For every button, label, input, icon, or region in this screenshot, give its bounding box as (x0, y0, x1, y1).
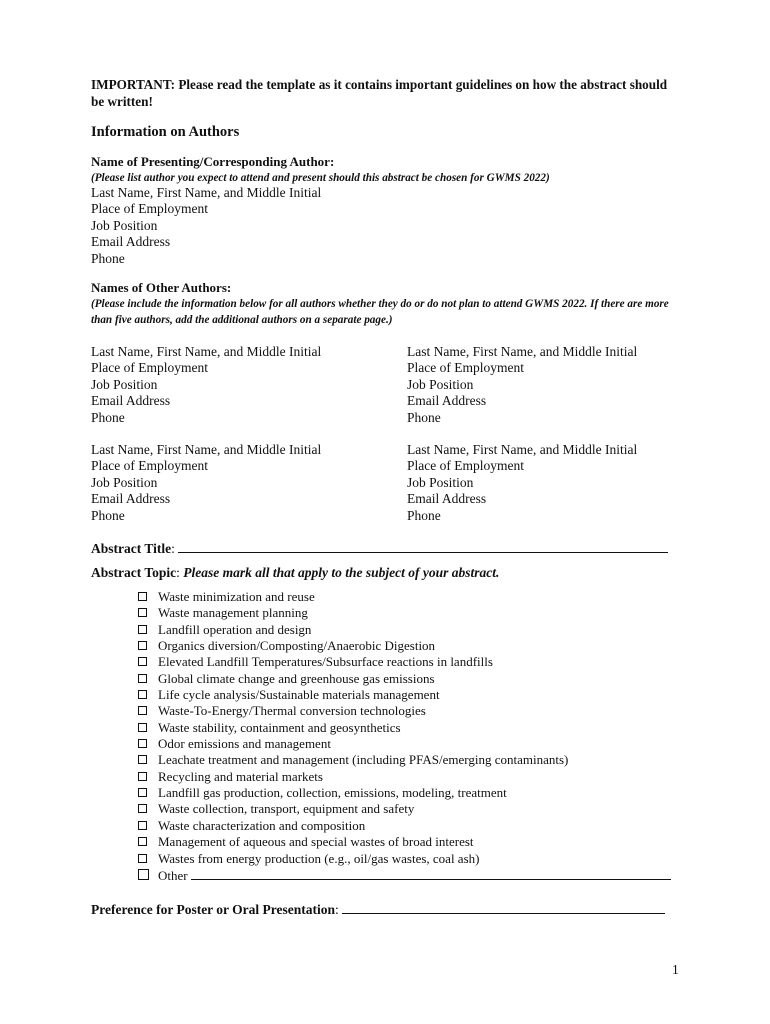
checkbox[interactable] (138, 641, 147, 650)
presenting-author-label: Name of Presenting/Corresponding Author: (91, 154, 335, 169)
presenting-field: Last Name, First Name, and Middle Initial (91, 185, 322, 200)
author-field: Job Position (407, 474, 474, 490)
topics-checklist (136, 589, 568, 867)
checkbox[interactable] (138, 739, 147, 748)
author-block-2 (407, 344, 637, 426)
abstract-title-row (91, 540, 668, 557)
topic-item[interactable] (136, 752, 568, 768)
author-field: Job Position (91, 474, 158, 490)
topic-item[interactable] (136, 736, 568, 752)
author-field: Phone (407, 409, 441, 425)
topic-label: Elevated Landfill Temperatures/Subsurface reactions in landfills (158, 654, 493, 670)
other-authors-note: (Please include the information below for all authors whether they do or do not plan to attend GWMS 2022. If there are more than five authors, add the additional authors on a separate page.) (91, 298, 669, 326)
author-field: Phone (407, 507, 441, 523)
author-field: Phone (91, 409, 125, 425)
author-field: Job Position (91, 376, 158, 392)
abstract-title-label: Abstract Title (91, 541, 172, 556)
checkbox[interactable] (138, 706, 147, 715)
author-field: Last Name, First Name, and Middle Initial (407, 442, 638, 457)
abstract-topic-colon: : (176, 565, 184, 580)
topic-item[interactable] (136, 818, 568, 834)
topic-label: Odor emissions and management (158, 736, 331, 752)
checkbox[interactable] (138, 837, 147, 846)
author-field: Place of Employment (407, 360, 524, 376)
author-field: Email Address (407, 393, 487, 409)
topic-other[interactable] (136, 868, 726, 884)
author-field: Email Address (91, 491, 171, 507)
author-block-1 (91, 344, 321, 426)
author-field: Last Name, First Name, and Middle Initial (91, 442, 322, 457)
author-field: Place of Employment (91, 360, 208, 376)
author-block-3 (91, 442, 321, 524)
abstract-topic-label: Abstract Topic (91, 565, 177, 580)
topic-label: Global climate change and greenhouse gas emissions (158, 670, 435, 686)
topic-label: Waste collection, transport, equipment and safety (158, 801, 415, 817)
topic-label: Life cycle analysis/Sustainable materials management (158, 687, 440, 703)
other-blank[interactable] (191, 869, 671, 880)
checkbox[interactable] (138, 690, 147, 699)
presenting-author-fields (91, 185, 321, 267)
topic-item[interactable] (136, 687, 568, 703)
important-notice: IMPORTANT: Please read the template as it contains important guidelines on how the abstract should be written! (91, 77, 668, 109)
topic-label: Landfill gas production, collection, emissions, modeling, treatment (158, 785, 507, 801)
topic-label: Waste minimization and reuse (158, 589, 315, 604)
checkbox[interactable] (138, 723, 147, 732)
author-field: Email Address (407, 491, 487, 507)
topic-item[interactable] (136, 720, 568, 736)
topic-item[interactable] (136, 638, 568, 654)
other-authors-label: Names of Other Authors: (91, 280, 232, 295)
topic-label: Wastes from energy production (e.g., oil/gas wastes, coal ash) (158, 850, 480, 866)
abstract-topic-row (91, 565, 499, 581)
topic-label: Waste stability, containment and geosynthetics (158, 719, 401, 735)
topic-item[interactable] (136, 605, 568, 621)
info-heading: Information on Authors (91, 124, 240, 140)
author-field: Phone (91, 507, 125, 523)
author-field: Last Name, First Name, and Middle Initial (91, 344, 322, 359)
preference-colon: : (335, 902, 343, 917)
topic-label: Organics diversion/Composting/Anaerobic Digestion (158, 638, 436, 654)
topic-label: Leachate treatment and management (including PFAS/emerging contaminants) (158, 752, 569, 768)
topic-item[interactable] (136, 589, 568, 605)
abstract-title-blank[interactable] (178, 540, 668, 553)
topic-label: Waste characterization and composition (158, 817, 366, 833)
topic-label: Waste management planning (158, 605, 308, 621)
author-field: Last Name, First Name, and Middle Initial (407, 344, 638, 359)
checkbox[interactable] (138, 788, 147, 797)
presenting-field: Phone (91, 250, 125, 266)
page-number: 1 (672, 962, 679, 977)
topic-item[interactable] (136, 703, 568, 719)
presenting-author-note: (Please list author you expect to attend and present should this abstract be chosen for GWMS 2022) (91, 172, 550, 184)
document-page (91, 76, 681, 917)
checkbox-other[interactable] (138, 869, 149, 880)
topic-label: Recycling and material markets (158, 768, 323, 784)
preference-row (91, 901, 665, 918)
checkbox[interactable] (138, 854, 147, 863)
checkbox[interactable] (138, 772, 147, 781)
topic-item[interactable] (136, 834, 568, 850)
author-field: Place of Employment (407, 458, 524, 474)
topic-label: Management of aqueous and special wastes of broad interest (158, 834, 474, 850)
presenting-field: Place of Employment (91, 201, 208, 217)
author-field: Place of Employment (91, 458, 208, 474)
presenting-field: Email Address (91, 234, 171, 250)
author-block-4 (407, 442, 637, 524)
checkbox[interactable] (138, 592, 147, 601)
presenting-field: Job Position (91, 217, 158, 233)
preference-blank[interactable] (342, 901, 665, 914)
checkbox[interactable] (138, 821, 147, 830)
author-field: Email Address (91, 393, 171, 409)
topic-item[interactable] (136, 769, 568, 785)
checkbox[interactable] (138, 804, 147, 813)
topic-label: Waste-To-Energy/Thermal conversion technologies (158, 703, 426, 719)
topic-item[interactable] (136, 785, 568, 801)
topic-item[interactable] (136, 851, 568, 867)
topic-item[interactable] (136, 622, 568, 638)
checkbox[interactable] (138, 657, 147, 666)
abstract-title-colon: : (171, 541, 179, 556)
author-field: Job Position (407, 376, 474, 392)
preference-label: Preference for Poster or Oral Presentation (91, 902, 336, 917)
checkbox[interactable] (138, 608, 147, 617)
checkbox[interactable] (138, 674, 147, 683)
topic-item[interactable] (136, 671, 568, 687)
topic-item[interactable] (136, 801, 568, 817)
checkbox[interactable] (138, 755, 147, 764)
abstract-topic-instruction: Please mark all that apply to the subject of your abstract. (183, 565, 500, 580)
topic-item[interactable] (136, 654, 568, 670)
checkbox[interactable] (138, 625, 147, 634)
topic-label: Landfill operation and design (158, 621, 312, 637)
topic-other-label: Other (158, 868, 188, 883)
